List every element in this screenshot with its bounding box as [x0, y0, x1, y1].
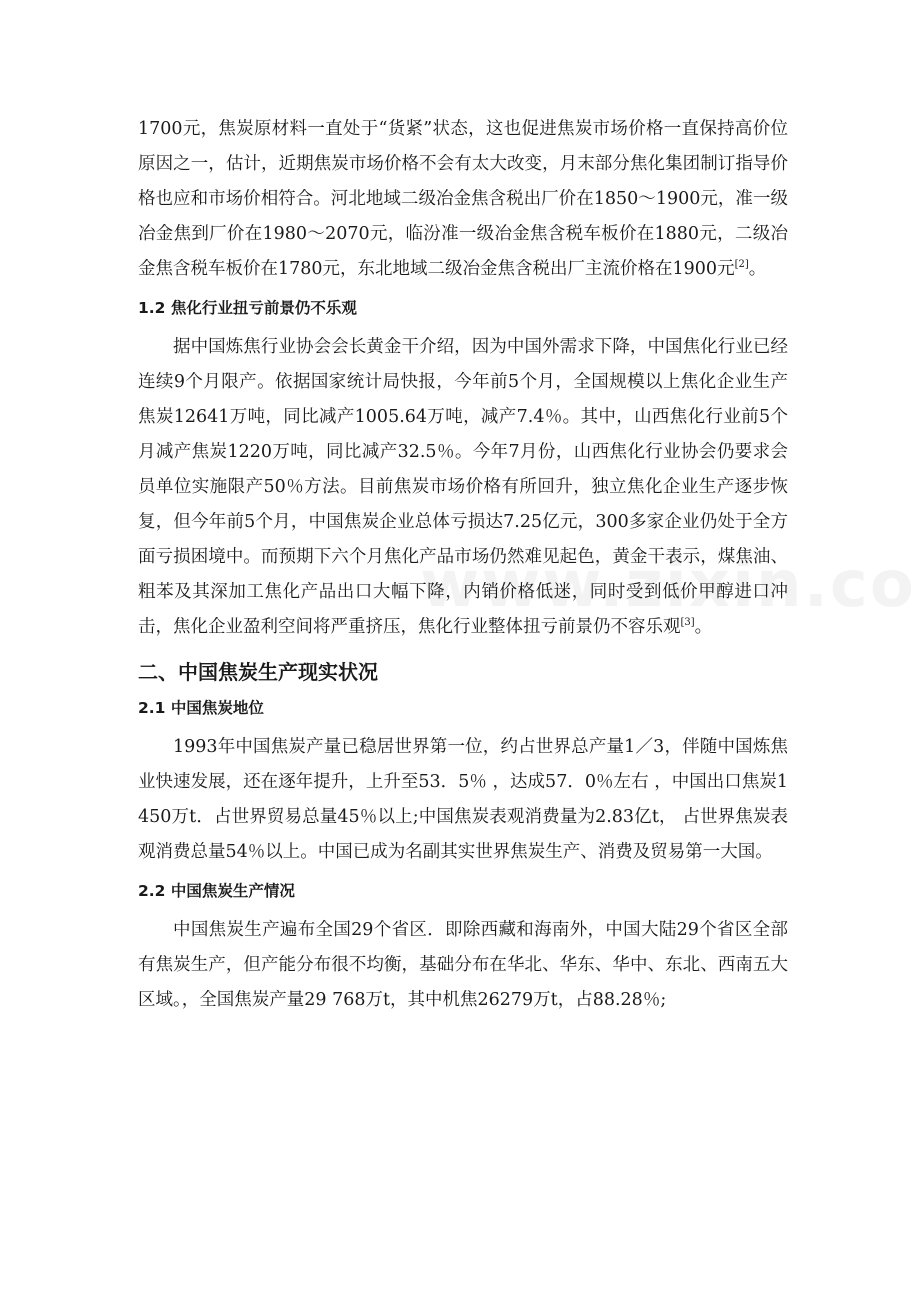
citation-ref: [2] [734, 259, 749, 271]
paragraph-industry-outlook [138, 330, 788, 645]
paragraph-text: 中国焦炭生产遍布全国29个省区．即除西藏和海南外，中国大陆29个省区全部有焦炭生产，但产能分布很不均衡，基础分布在华北、华东、华中、东北、西南五大区域。，全国焦炭产量29 768万t，其中机焦26279万t，占88.28％; [138, 920, 788, 1010]
paragraph-text: 1700元，焦炭原材料一直处于“货紧”状态，这也促进焦炭市场价格一直保持高价位原因之一，估计，近期焦炭市场价格不会有太大改变，月末部分焦化集团制订指导价格也应和市场价相符合。河北地域二级冶金焦含税出厂价在1850～1900元，准一级冶金焦到厂价在1980～2070元，临汾准一级冶金焦含税车板价在1880元，二级冶金焦含税车板价在1780元，东北地域二级冶金焦含税出厂主流价格在1900元 [138, 119, 788, 279]
section-heading-2-1: 2.1 中国焦炭地位 [138, 699, 264, 717]
paragraph-end: 。 [694, 617, 713, 637]
paragraph-text: 1993年中国焦炭产量已稳居世界第一位，约占世界总产量1／3，伴随中国炼焦业快速发展，还在逐年提升，上升至53．5％ ，达成57．0％左右 ，中国出口焦炭1450万t．占世界贸易总量45％以上;中国焦炭表观消费量为2.83亿t， 占世界焦炭表观消费总量54％以上。中国已成为名副其实世界焦炭生产、消费及贸易第一大国。 [138, 737, 788, 862]
citation-ref: [3] [680, 617, 695, 629]
paragraph-text: 据中国炼焦行业协会会长黄金干介绍，因为中国外需求下降，中国焦化行业已经连续9个月限产。依据国家统计局快报，今年前5个月，全国规模以上焦化企业生产焦炭12641万吨，同比减产1005.64万吨，减产7.4％。其中，山西焦化行业前5个月减产焦炭1220万吨，同比减产32.5％。今年7月份，山西焦化行业协会仍要求会员单位实施限产50％方法。目前焦炭市场价格有所回升，独立焦化企业生产逐步恢复，但今年前5个月，中国焦炭企业总体亏损达7.25亿元，300多家企业仍处于全方面亏损困境中。而预期下六个月焦化产品市场仍然难见起色，黄金干表示，煤焦油、粗苯及其深加工焦化产品出口大幅下降，内销价格低迷，同时受到低价甲醇进口冲击，焦化企业盈利空间将严重挤压，焦化行业整体扭亏前景仍不容乐观 [138, 337, 788, 637]
chapter-heading-2: 二、中国焦炭生产现实状况 [138, 660, 378, 684]
paragraph-china-coke-position [138, 730, 788, 870]
document-page [138, 112, 788, 1018]
paragraph-end: 。 [748, 259, 767, 279]
section-heading-2-2: 2.2 中国焦炭生产情况 [138, 882, 295, 900]
paragraph-coke-prices [138, 112, 788, 287]
paragraph-production-status [138, 913, 788, 1018]
section-heading-1-2: 1.2 焦化行业扭亏前景仍不乐观 [138, 299, 357, 317]
